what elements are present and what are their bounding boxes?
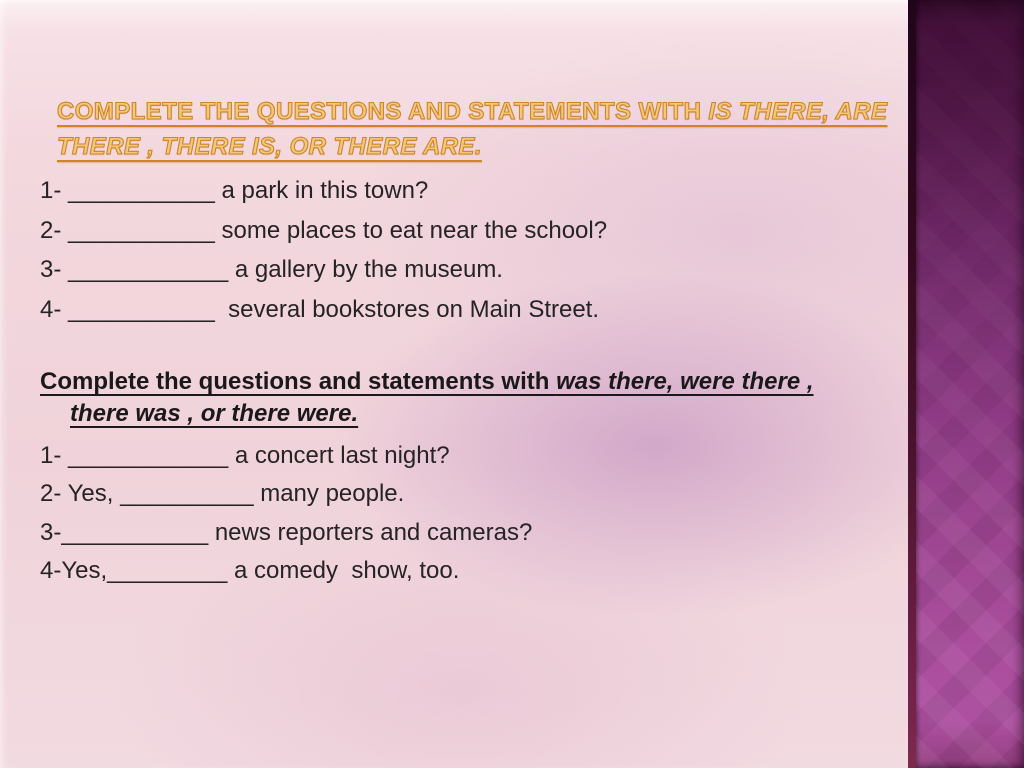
title-prefix: COMPLETE THE QUESTIONS AND STATEMENTS WITH bbox=[57, 98, 709, 125]
exercise-present-list bbox=[40, 171, 878, 329]
exercise-past-list bbox=[40, 437, 878, 590]
exercise-item-4: 4- ___________ several bookstores on Main Street. bbox=[40, 295, 600, 323]
decorative-sidebar bbox=[908, 0, 1024, 768]
exercise-item-3: 3- ____________ a gallery by the museum. bbox=[40, 256, 503, 283]
heading-past-grammar-terms: was there, were there , there was , or there were. bbox=[70, 368, 814, 427]
sidebar-gradient-panel bbox=[916, 0, 1024, 768]
sidebar-dark-edge bbox=[908, 0, 916, 768]
exercise-item-2: 2- Yes, __________ many people. bbox=[40, 480, 405, 508]
exercise-item-1: 1- ____________ a concert last night? bbox=[40, 442, 450, 469]
exercise-item-2: 2- ___________ some places to eat near the school? bbox=[40, 216, 608, 244]
diamond-pattern bbox=[916, 0, 1024, 768]
heading-past-prefix: Complete the questions and statements with bbox=[40, 368, 557, 395]
exercise-item-1: 1- ___________ a park in this town? bbox=[40, 177, 429, 204]
exercise-past-heading bbox=[40, 366, 852, 429]
title-grammar-terms: IS THERE, ARE THERE , THERE IS, OR THERE ARE. bbox=[57, 98, 888, 160]
exercise-item-3: 3-___________ news reporters and cameras? bbox=[40, 518, 533, 546]
exercise-item-4: 4-Yes,_________ a comedy show, too. bbox=[40, 556, 460, 584]
slide-title bbox=[57, 94, 889, 164]
